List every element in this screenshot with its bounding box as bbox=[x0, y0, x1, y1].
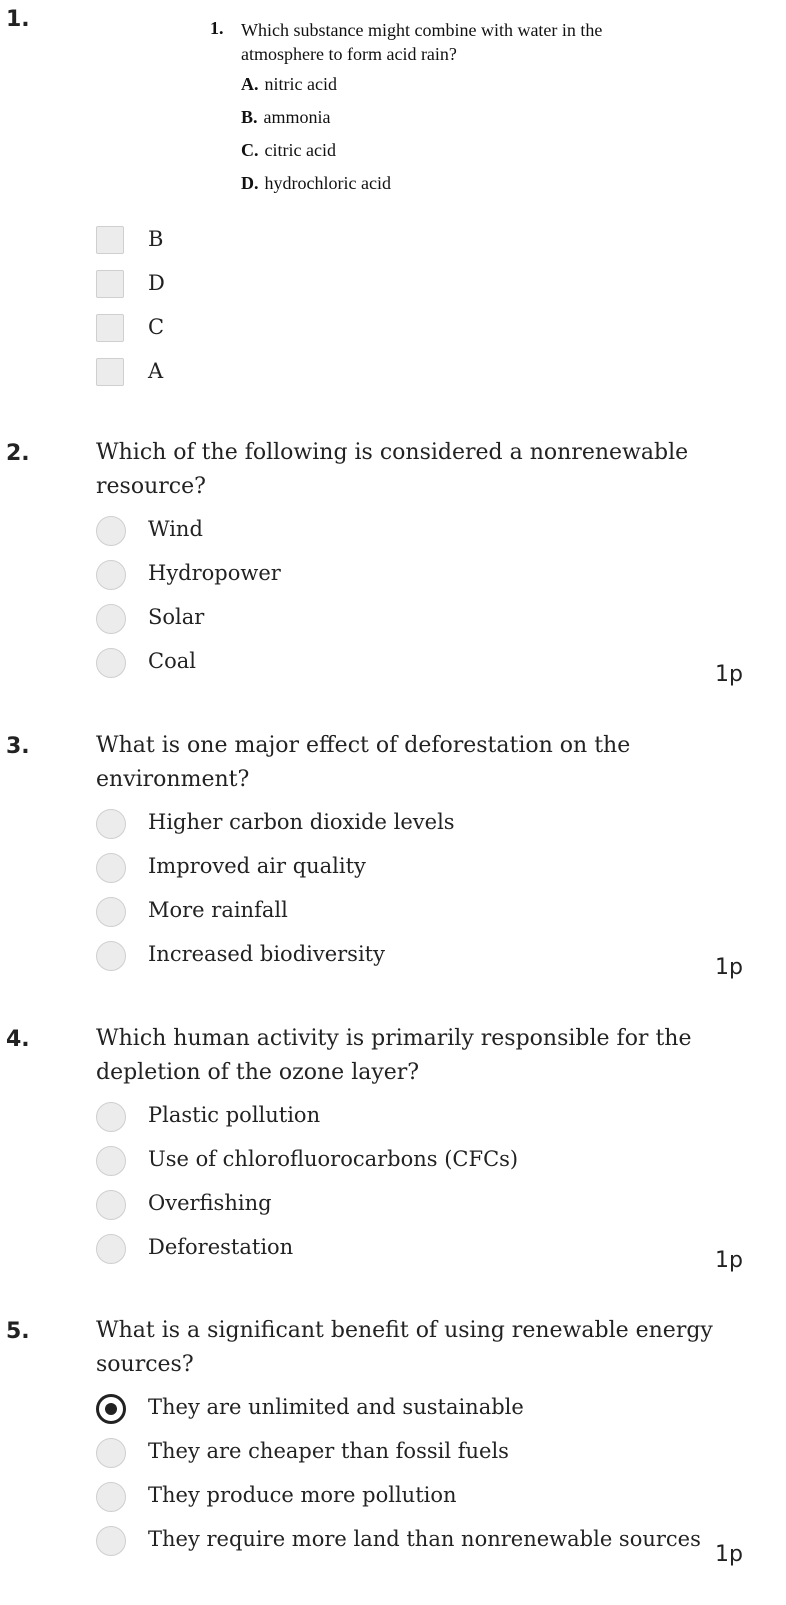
question-5 bbox=[0, 1314, 786, 1605]
question-text: Which of the following is considered a nonrenewable resource? bbox=[96, 440, 689, 499]
image-option-b: B. ammonia bbox=[241, 107, 331, 127]
answer-radio[interactable] bbox=[96, 1526, 126, 1556]
answer-label: Improved air quality bbox=[148, 854, 366, 878]
answer-radio[interactable] bbox=[96, 516, 126, 546]
image-question-stem: Which substance might combine with water in the atmosphere to form acid rain? bbox=[241, 20, 603, 64]
answer-option[interactable] bbox=[96, 1234, 716, 1266]
question-number: 2. bbox=[6, 441, 30, 466]
answer-radio[interactable] bbox=[96, 941, 126, 971]
answer-option[interactable] bbox=[96, 1102, 716, 1134]
answer-option[interactable] bbox=[96, 853, 716, 885]
answer-label: A bbox=[148, 359, 164, 383]
answer-checkbox[interactable] bbox=[96, 226, 124, 254]
answer-label: They produce more pollution bbox=[148, 1483, 457, 1507]
answer-label: They are cheaper than fossil fuels bbox=[148, 1439, 509, 1463]
answer-checkbox[interactable] bbox=[96, 314, 124, 342]
answer-label: More rainfall bbox=[148, 898, 288, 922]
answer-label: Overfishing bbox=[148, 1191, 272, 1215]
answer-option[interactable] bbox=[96, 1394, 716, 1426]
answer-option[interactable] bbox=[96, 1190, 716, 1222]
answer-label: They are unlimited and sustainable bbox=[148, 1395, 524, 1419]
points-label: 1p bbox=[715, 1248, 743, 1273]
answer-label: Hydropower bbox=[148, 561, 281, 585]
answer-option[interactable] bbox=[96, 809, 716, 841]
answer-radio[interactable] bbox=[96, 1190, 126, 1220]
question-1 bbox=[0, 0, 786, 410]
answer-radio[interactable] bbox=[96, 1482, 126, 1512]
question-4 bbox=[0, 1022, 786, 1292]
answer-label: Plastic pollution bbox=[148, 1103, 321, 1127]
answer-option[interactable] bbox=[96, 516, 716, 548]
answer-label: C bbox=[148, 315, 165, 339]
answer-option[interactable] bbox=[96, 1438, 716, 1470]
answer-option[interactable] bbox=[96, 270, 716, 302]
points-label: 1p bbox=[715, 955, 743, 980]
answer-radio[interactable] bbox=[96, 604, 126, 634]
answer-option[interactable] bbox=[96, 648, 716, 680]
answer-label: D bbox=[148, 271, 165, 295]
answer-option[interactable] bbox=[96, 1482, 716, 1514]
question-text: What is one major effect of deforestation on the environment? bbox=[96, 733, 631, 792]
answer-label: Wind bbox=[148, 517, 203, 541]
answer-radio[interactable] bbox=[96, 648, 126, 678]
answer-label: Increased biodiversity bbox=[148, 942, 385, 966]
points-label: 1p bbox=[715, 662, 743, 687]
answer-label: Solar bbox=[148, 605, 205, 629]
answer-option[interactable] bbox=[96, 226, 716, 258]
question-text: What is a significant benefit of using renewable energy sources? bbox=[96, 1318, 713, 1377]
question-number: 3. bbox=[6, 734, 30, 759]
answer-checkbox[interactable] bbox=[96, 270, 124, 298]
answer-option[interactable] bbox=[96, 358, 716, 390]
answer-option[interactable] bbox=[96, 604, 716, 636]
answer-option[interactable] bbox=[96, 941, 716, 973]
question-number: 5. bbox=[6, 1319, 30, 1344]
question-2 bbox=[0, 436, 786, 706]
points-label: 1p bbox=[715, 1542, 743, 1567]
answer-option[interactable] bbox=[96, 1526, 716, 1558]
question-3 bbox=[0, 729, 786, 999]
answer-radio[interactable] bbox=[96, 1234, 126, 1264]
image-option-a: A. nitric acid bbox=[241, 74, 337, 94]
question-number: 4. bbox=[6, 1027, 30, 1052]
answer-option[interactable] bbox=[96, 897, 716, 929]
image-question-number: 1. bbox=[210, 18, 224, 38]
answer-option[interactable] bbox=[96, 314, 716, 346]
answer-radio[interactable] bbox=[96, 560, 126, 590]
answer-option[interactable] bbox=[96, 560, 716, 592]
answer-radio[interactable] bbox=[96, 1146, 126, 1176]
answer-label: Deforestation bbox=[148, 1235, 294, 1259]
question-image bbox=[205, 14, 625, 204]
answer-radio-selected[interactable] bbox=[96, 1394, 126, 1424]
answer-label: Coal bbox=[148, 649, 196, 673]
answer-radio[interactable] bbox=[96, 853, 126, 883]
answer-radio[interactable] bbox=[96, 897, 126, 927]
answer-label: B bbox=[148, 227, 164, 251]
answer-option[interactable] bbox=[96, 1146, 716, 1178]
answer-radio[interactable] bbox=[96, 1438, 126, 1468]
question-number: 1. bbox=[6, 7, 30, 32]
answer-label: They require more land than nonrenewable sources bbox=[148, 1527, 701, 1551]
answer-label: Use of chlorofluorocarbons (CFCs) bbox=[148, 1147, 519, 1171]
answer-checkbox[interactable] bbox=[96, 358, 124, 386]
answer-label: Higher carbon dioxide levels bbox=[148, 810, 455, 834]
answer-radio[interactable] bbox=[96, 1102, 126, 1132]
image-option-d: D. hydrochloric acid bbox=[241, 173, 391, 193]
image-option-c: C. citric acid bbox=[241, 140, 336, 160]
answer-radio[interactable] bbox=[96, 809, 126, 839]
question-text: Which human activity is primarily responsible for the depletion of the ozone layer? bbox=[96, 1026, 692, 1085]
